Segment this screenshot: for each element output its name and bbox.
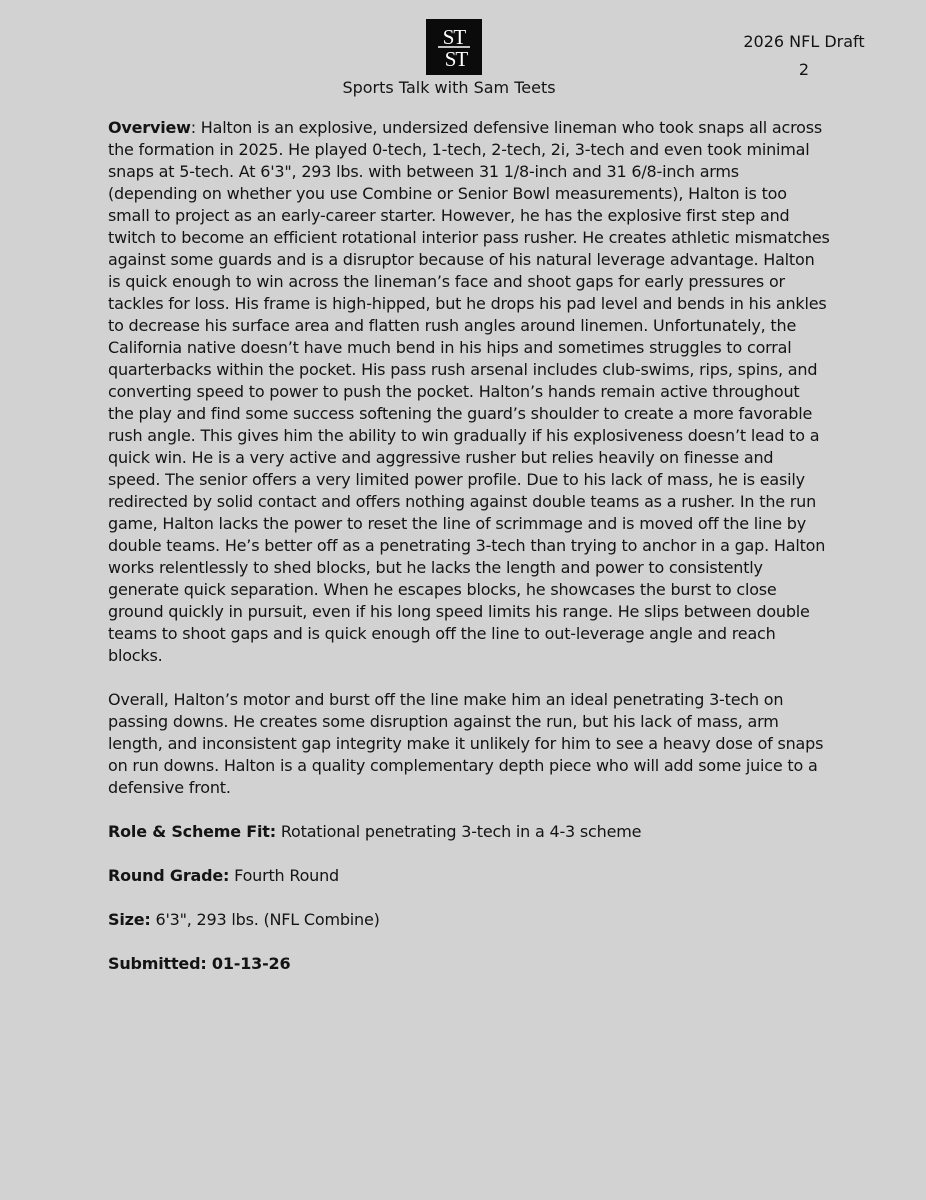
submitted-label: Submitted: 01-13-26 — [108, 954, 291, 973]
site-name: Sports Talk with Sam Teets — [342, 78, 556, 97]
overview-text: : Halton is an explosive, undersized defensive lineman who took snaps all across the formation in 2025. He played 0-tech, 1-tech, 2-tech, 2i, 3-tech and even took minimal snaps at 5-tech. At 6'3", 293 lbs. with between 31 1/8-inch and 31 6/8-inch arms (depending on whether you use Combine or Senior Bowl measurements), Halton is too small to project as an early-career starter. However, he has the explosive first step and twitch to become an efficient rotational interior pass rusher. He creates athletic mismatches against some guards and is a disruptor because of his natural leverage advantage. Halton is quick enough to win across the lineman’s face and shoot gaps for early pressures or tackles for loss. His frame is high-hipped, but he drops his pad level and bends in his ankles to decrease his surface area and flatten rush angles around linemen. Unfortunately, the California native doesn’t have much bend in his hips and sometimes struggles to corral quarterbacks within the pocket. His pass rush arsenal includes club-swims, rips, spins, and converting speed to power to push the pocket. Halton’s hands remain active throughout the play and find some success softening the guard’s shoulder to create a more favorable rush angle. This gives him the ability to win gradually if his explosiveness doesn’t lead to a quick win. He is a very active and aggressive rusher but relies heavily on finesse and speed. The senior offers a very limited power profile. Due to his lack of mass, he is easily redirected by solid contact and offers nothing against double teams as a rusher. In the run game, Halton lacks the power to reset the line of scrimmage and is moved off the line by double teams. He’s better off as a penetrating 3-tech than trying to anchor in a gap. Halton works relentlessly to shed blocks, but he lacks the length and power to consistently generate quick separation. When he escapes blocks, he showcases the burst to close ground quickly in pursuit, even if his long speed limits his range. He slips between double teams to shoot gaps and is quick enough off the line to out-leverage angle and reach blocks. — [108, 118, 830, 665]
round-value: Fourth Round — [229, 866, 340, 885]
page-number: 2 — [798, 60, 810, 79]
submitted-date — [108, 953, 830, 975]
logo-mark — [426, 19, 482, 75]
size-info — [108, 909, 830, 931]
overview-label: Overview — [108, 118, 191, 137]
draft-label: 2026 NFL Draft — [743, 32, 865, 51]
overview-paragraph — [108, 117, 830, 667]
size-value: 6'3", 293 lbs. (NFL Combine) — [150, 910, 380, 929]
role-scheme-fit — [108, 821, 830, 843]
page-header-right — [734, 28, 874, 84]
role-value: Rotational penetrating 3-tech in a 4-3 scheme — [275, 822, 642, 841]
role-label: Role & Scheme Fit: — [108, 822, 276, 841]
round-grade — [108, 865, 830, 887]
scouting-report — [108, 117, 830, 975]
site-logo — [426, 19, 482, 75]
svg-text:ST: ST — [444, 47, 468, 71]
summary-paragraph: Overall, Halton’s motor and burst off the line make him an ideal penetrating 3-tech on passing downs. He creates some disruption against the run, but his lack of mass, arm length, and inconsistent gap integrity make it unlikely for him to see a heavy dose of snaps on run downs. Halton is a quality complementary depth piece who will add some juice to a defensive front. — [108, 690, 824, 797]
round-label: Round Grade: — [108, 866, 230, 885]
size-label: Size: — [108, 910, 151, 929]
svg-text:ST: ST — [442, 25, 466, 49]
